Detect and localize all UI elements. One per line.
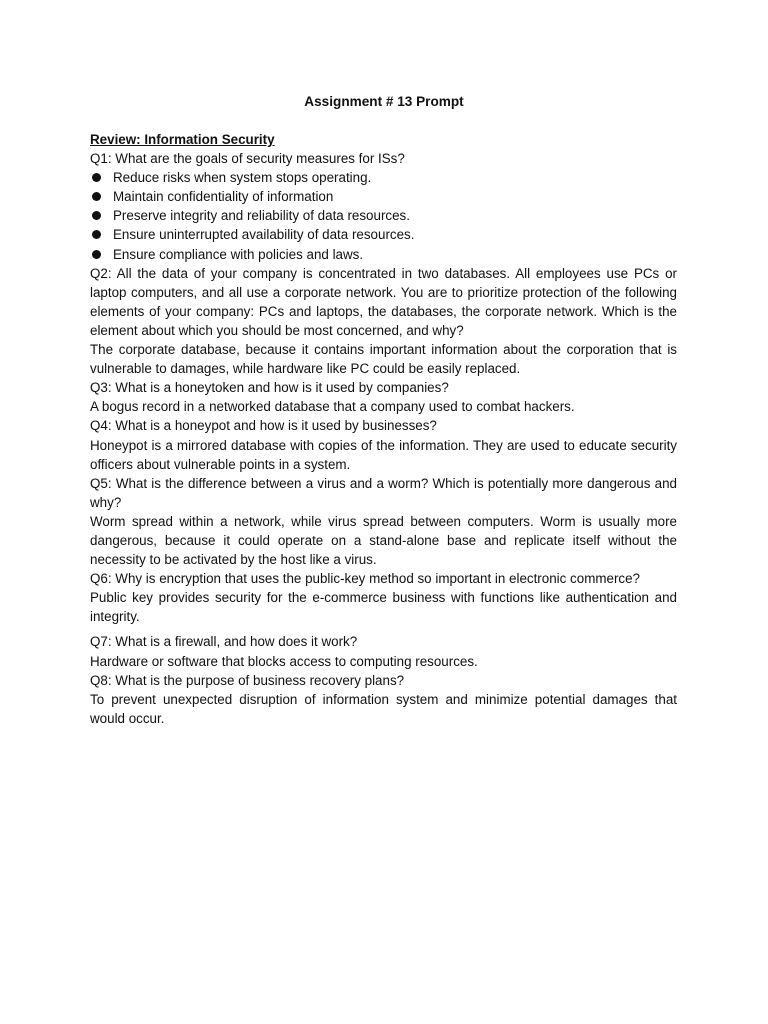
q1-question: Q1: What are the goals of security measures for ISs? [90,151,405,167]
q1-bullet-text: Preserve integrity and reliability of data resources. [113,208,410,224]
bullet-dot-icon [92,230,101,239]
bullet-dot-icon [92,211,101,220]
q4-answer: Honeypot is a mirrored database with copies of the information. They are used to educate security officers about vulnerable points in a system. [90,437,677,472]
q6-answer: Public key provides security for the e-commerce business with functions like authentication and integrity. [90,590,677,625]
bullet-dot-icon [92,250,101,259]
q4-question: Q4: What is a honeypot and how is it used by businesses? [90,418,437,434]
document-body [90,130,677,728]
q1-bullet-item [90,168,677,187]
q1-bullet-text: Ensure compliance with policies and laws. [113,246,364,262]
q3-answer: A bogus record in a networked database that a company used to combat hackers. [90,399,575,415]
q1-bullet-list [90,168,677,263]
bullet-dot-icon [92,173,101,182]
q1-bullet-item [90,245,677,264]
section-heading: Review: Information Security [90,132,275,147]
bullet-dot-icon [92,192,101,201]
q1-bullet-text: Maintain confidentiality of information [113,189,334,205]
q5-answer: Worm spread within a network, while virus spread between computers. Worm is usually more dangerous, because it could operate on a stand-alone base and replicate itself without the necessity to be activated by the host like a virus. [90,513,677,568]
document-title: Assignment # 13 Prompt [304,94,464,109]
q7-question: Q7: What is a firewall, and how does it work? [90,634,358,650]
q3-question: Q3: What is a honeytoken and how is it used by companies? [90,380,449,396]
q1-bullet-text: Reduce risks when system stops operating. [113,170,372,186]
q7-answer: Hardware or software that blocks access to computing resources. [90,653,478,669]
q2-question: Q2: All the data of your company is concentrated in two databases. All employees use PCs or laptop computers, and all use a corporate network. You are to prioritize protection of the following elements of your company: PCs and laptops, the databases, the corporate network. Which is the element about which you should be most concerned, and why? [90,265,677,338]
q1-bullet-text: Ensure uninterrupted availability of data resources. [113,227,415,243]
q2-answer: The corporate database, because it contains important information about the corporation that is vulnerable to damages, while hardware like PC could be easily replaced. [90,342,677,377]
q5-question: Q5: What is the difference between a virus and a worm? Which is potentially more dangerous and why? [90,475,677,510]
q1-bullet-item [90,187,677,206]
q8-question: Q8: What is the purpose of business recovery plans? [90,672,405,688]
q1-bullet-item [90,225,677,244]
q8-answer: To prevent unexpected disruption of information system and minimize potential damages that would occur. [90,691,677,726]
q1-bullet-item [90,206,677,225]
q6-question: Q6: Why is encryption that uses the public-key method so important in electronic commerce? [90,571,641,587]
